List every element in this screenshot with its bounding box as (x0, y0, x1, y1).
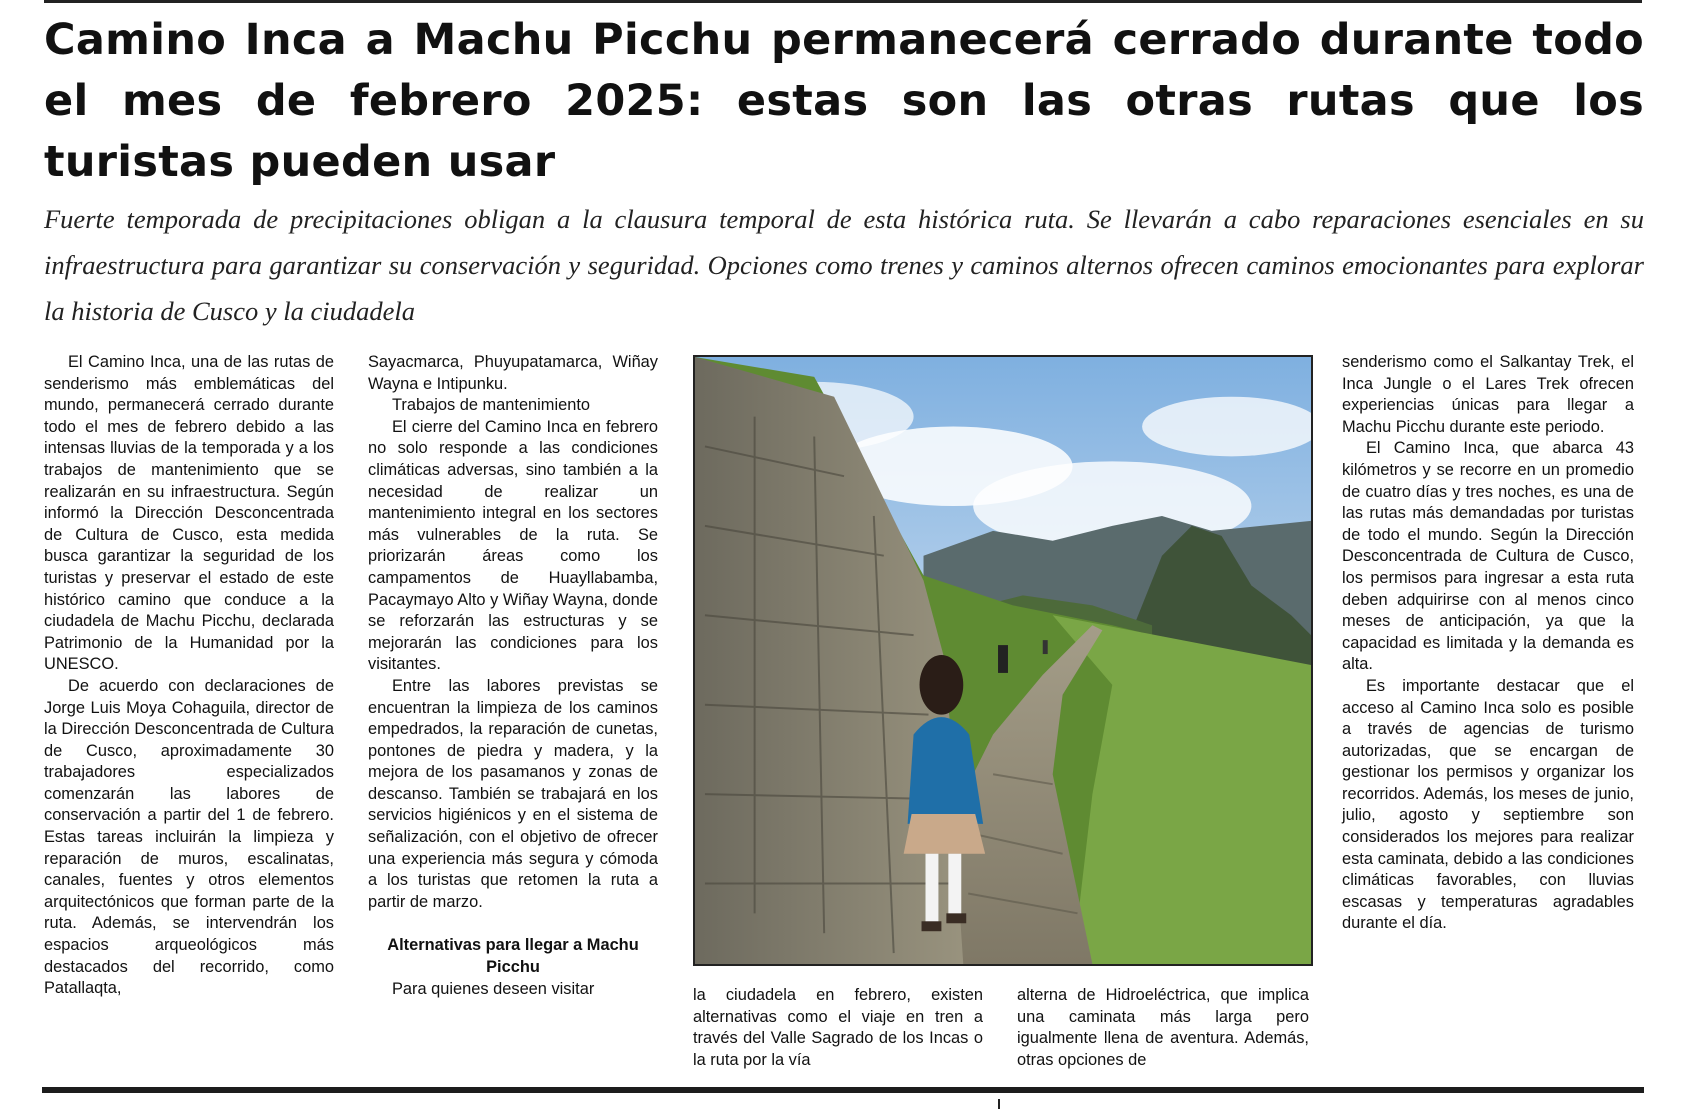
subtitle: Fuerte temporada de precipitaciones obligan a la clausura temporal de esta histórica ruta. Se llevarán a cabo reparaciones esenciales en su infraestructura para garantizar su conservación y seguridad. Opciones como trenes y caminos alternos ofrecen caminos emocionantes para explorar la historia de Cusco y la ciudadela (44, 204, 1644, 326)
section-title: Alternativas para llegar a Machu Picchu (387, 936, 639, 977)
photo-icon (695, 357, 1311, 964)
paragraph: senderismo como el Salkantay Trek, el Inca Jungle o el Lares Trek ofrecen experiencias únicas para llegar a Machu Picchu durante este periodo. (1342, 353, 1634, 436)
paragraph: Sayacmarca, Phuyupatamarca, Wiñay Wayna e Intipunku. (368, 353, 658, 393)
column-5 (1342, 352, 1634, 935)
bottom-rule (42, 1087, 1644, 1093)
column-4 (1017, 985, 1309, 1071)
column-2 (368, 352, 658, 1000)
column-3 (693, 985, 983, 1071)
paragraph: alterna de Hidroeléctrica, que implica una caminata más larga pero igualmente llena de aventura. Además, otras opciones de (1017, 986, 1309, 1069)
paragraph: El Camino Inca, que abarca 43 kilómetros y se recorre en un promedio de cuatro días y tres noches, es una de las rutas más demandadas por turistas de todo el mundo. Según la Dirección Desconcentrada de Cultura de Cusco, los permisos para ingresar a esta ruta deben adquirirse con al menos cinco meses de anticipación, ya que la capacidad es limitada y la demanda es alta. (1342, 439, 1634, 674)
column-divider (998, 1099, 1000, 1109)
paragraph: la ciudadela en febrero, existen alternativas como el viaje en tren a través del Valle Sagrado de los Incas o la ruta por la vía (693, 986, 983, 1069)
article-photo (693, 355, 1313, 966)
paragraph: El Camino Inca, una de las rutas de senderismo más emblemáticas del mundo, permanecerá cerrado durante todo el mes de febrero debido a las intensas lluvias de la temporada y a los trabajos de mantenimiento que se realizarán en su infraestructura. Según informó la Dirección Desconcentrada de Cultura de Cusco, esta medida busca garantizar la seguridad de los turistas y preservar el estado de este histórico camino que conduce a la ciudadela de Machu Picchu, declarada Patrimonio de la Humanidad por la UNESCO. (44, 353, 334, 674)
paragraph: El cierre del Camino Inca en febrero no solo responde a las condiciones climáticas adversas, sino también a la necesidad de realizar un mantenimiento integral en los sectores más vulnerables de la ruta. Se priorizarán áreas como los campamentos de Huayllabamba, Pacaymayo Alto y Wiñay Wayna, donde se reforzarán las estructuras y se mejorarán las condiciones para los visitantes. (368, 417, 659, 674)
paragraph: Es importante destacar que el acceso al Camino Inca solo es posible a través de agencias de turismo autorizadas, que se encargan de gestionar los permisos y organizar los recorridos. Además, los meses de junio, julio, agosto y septiembre son considerados los mejores para realizar esta caminata, debido a las condiciones climáticas favorables, con lluvias escasas y temperaturas agradables durante el día. (1342, 676, 1634, 933)
paragraph: De acuerdo con declaraciones de Jorge Luis Moya Cohaguila, director de la Dirección Desconcentrada de Cultura de Cusco, aproximadamente 30 trabajadores especializados comenzarán las labores de conservación a partir del 1 de febrero. Estas tareas incluirán la limpieza y reparación de muros, escalinatas, canales, fuentes y otros elementos arquitectónicos que forman parte de la ruta. Además, se intervendrán los espacios arqueológicos más destacados del recorrido, como Patallaqta, (44, 676, 334, 998)
paragraph: Para quienes deseen visitar (392, 979, 595, 998)
headline: Camino Inca a Machu Picchu permanecerá cerrado durante todo el mes de febrero 2025: estas son las otras rutas que los turistas pueden usar (44, 15, 1644, 187)
subheading: Trabajos de mantenimiento (392, 396, 591, 415)
top-rule (44, 0, 1642, 3)
column-1 (44, 352, 334, 1000)
paragraph: Entre las labores previstas se encuentran la limpieza de los caminos empedrados, la reparación de cunetas, pontones de piedra y madera, y la mejora de los pasamanos y zonas de descanso. También se trabajará en los servicios higiénicos y en el sistema de señalización, con el objetivo de ofrecer una experiencia más segura y cómoda a los turistas que retomen la ruta a partir de marzo. (368, 676, 658, 911)
